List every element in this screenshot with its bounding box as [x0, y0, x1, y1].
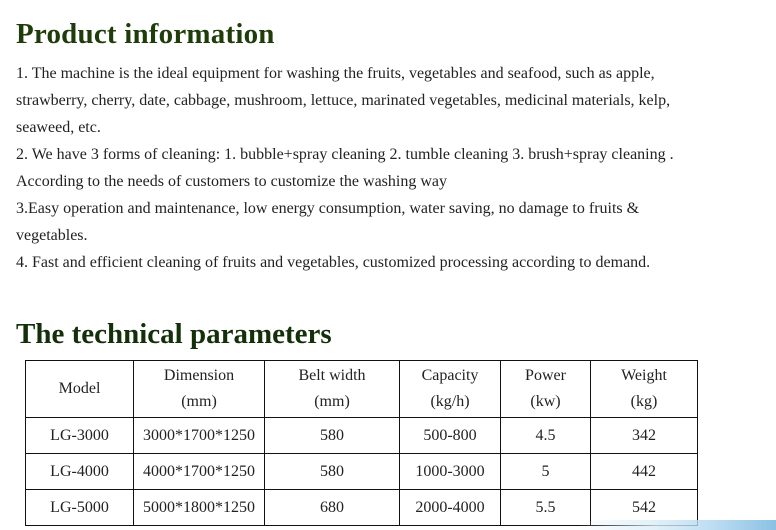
- cell-dimension: 3000*1700*1250: [134, 418, 265, 454]
- header-belt-width: [265, 361, 400, 418]
- header-model: [26, 361, 134, 418]
- info-line: 3.Easy operation and maintenance, low energy consumption, water saving, no damage to fruits &: [16, 200, 640, 217]
- header-label: Belt width: [298, 367, 366, 384]
- cell-power: 5.5: [501, 490, 591, 526]
- table-row: [26, 454, 698, 490]
- header-label: Dimension: [163, 367, 235, 384]
- header-unit: (mm): [314, 393, 350, 410]
- cell-weight: 342: [591, 418, 698, 454]
- header-unit: (kw): [530, 393, 561, 410]
- info-line: vegetables.: [16, 227, 88, 244]
- cell-power: 5: [501, 454, 591, 490]
- info-line: 2. We have 3 forms of cleaning: 1. bubble+spray cleaning 2. tumble cleaning 3. brush+spray cleaning .: [16, 146, 674, 163]
- info-line: 4. Fast and efficient cleaning of fruits and vegetables, customized processing according to demand.: [16, 254, 651, 271]
- cell-model: LG-4000: [26, 454, 134, 490]
- cell-model: LG-3000: [26, 418, 134, 454]
- cell-weight: 442: [591, 454, 698, 490]
- header-unit: (kg): [630, 393, 658, 410]
- header-label: Weight: [621, 367, 667, 384]
- cell-weight: 542: [591, 490, 698, 526]
- info-line: strawberry, cherry, date, cabbage, mushroom, lettuce, marinated vegetables, medicinal materials, kelp,: [16, 92, 671, 109]
- header-unit: (kg/h): [430, 393, 470, 410]
- header-label: Power: [525, 367, 566, 384]
- cell-dimension: 5000*1800*1250: [134, 490, 265, 526]
- header-label: Capacity: [421, 367, 479, 384]
- table-header-row: [26, 361, 698, 418]
- cell-belt-width: 580: [265, 454, 400, 490]
- decorative-image-edge: [576, 520, 776, 530]
- technical-parameters-heading: The technical parameters: [16, 318, 332, 350]
- header-unit: (mm): [181, 393, 217, 410]
- cell-capacity: 2000-4000: [400, 490, 501, 526]
- product-information-text: [16, 60, 776, 276]
- cell-model: LG-5000: [26, 490, 134, 526]
- header-weight: [591, 361, 698, 418]
- cell-capacity: 500-800: [400, 418, 501, 454]
- product-information-heading: Product information: [16, 18, 275, 50]
- info-line: seaweed, etc.: [16, 119, 101, 136]
- cell-dimension: 4000*1700*1250: [134, 454, 265, 490]
- header-power: [501, 361, 591, 418]
- header-capacity: [400, 361, 501, 418]
- table-row: [26, 418, 698, 454]
- technical-parameters-table: [25, 360, 698, 526]
- cell-capacity: 1000-3000: [400, 454, 501, 490]
- cell-belt-width: 680: [265, 490, 400, 526]
- cell-belt-width: 580: [265, 418, 400, 454]
- info-line: According to the needs of customers to customize the washing way: [16, 173, 447, 190]
- cell-power: 4.5: [501, 418, 591, 454]
- header-dimension: [134, 361, 265, 418]
- info-line: 1. The machine is the ideal equipment for washing the fruits, vegetables and seafood, such as apple,: [16, 65, 655, 82]
- header-label: Model: [58, 380, 101, 397]
